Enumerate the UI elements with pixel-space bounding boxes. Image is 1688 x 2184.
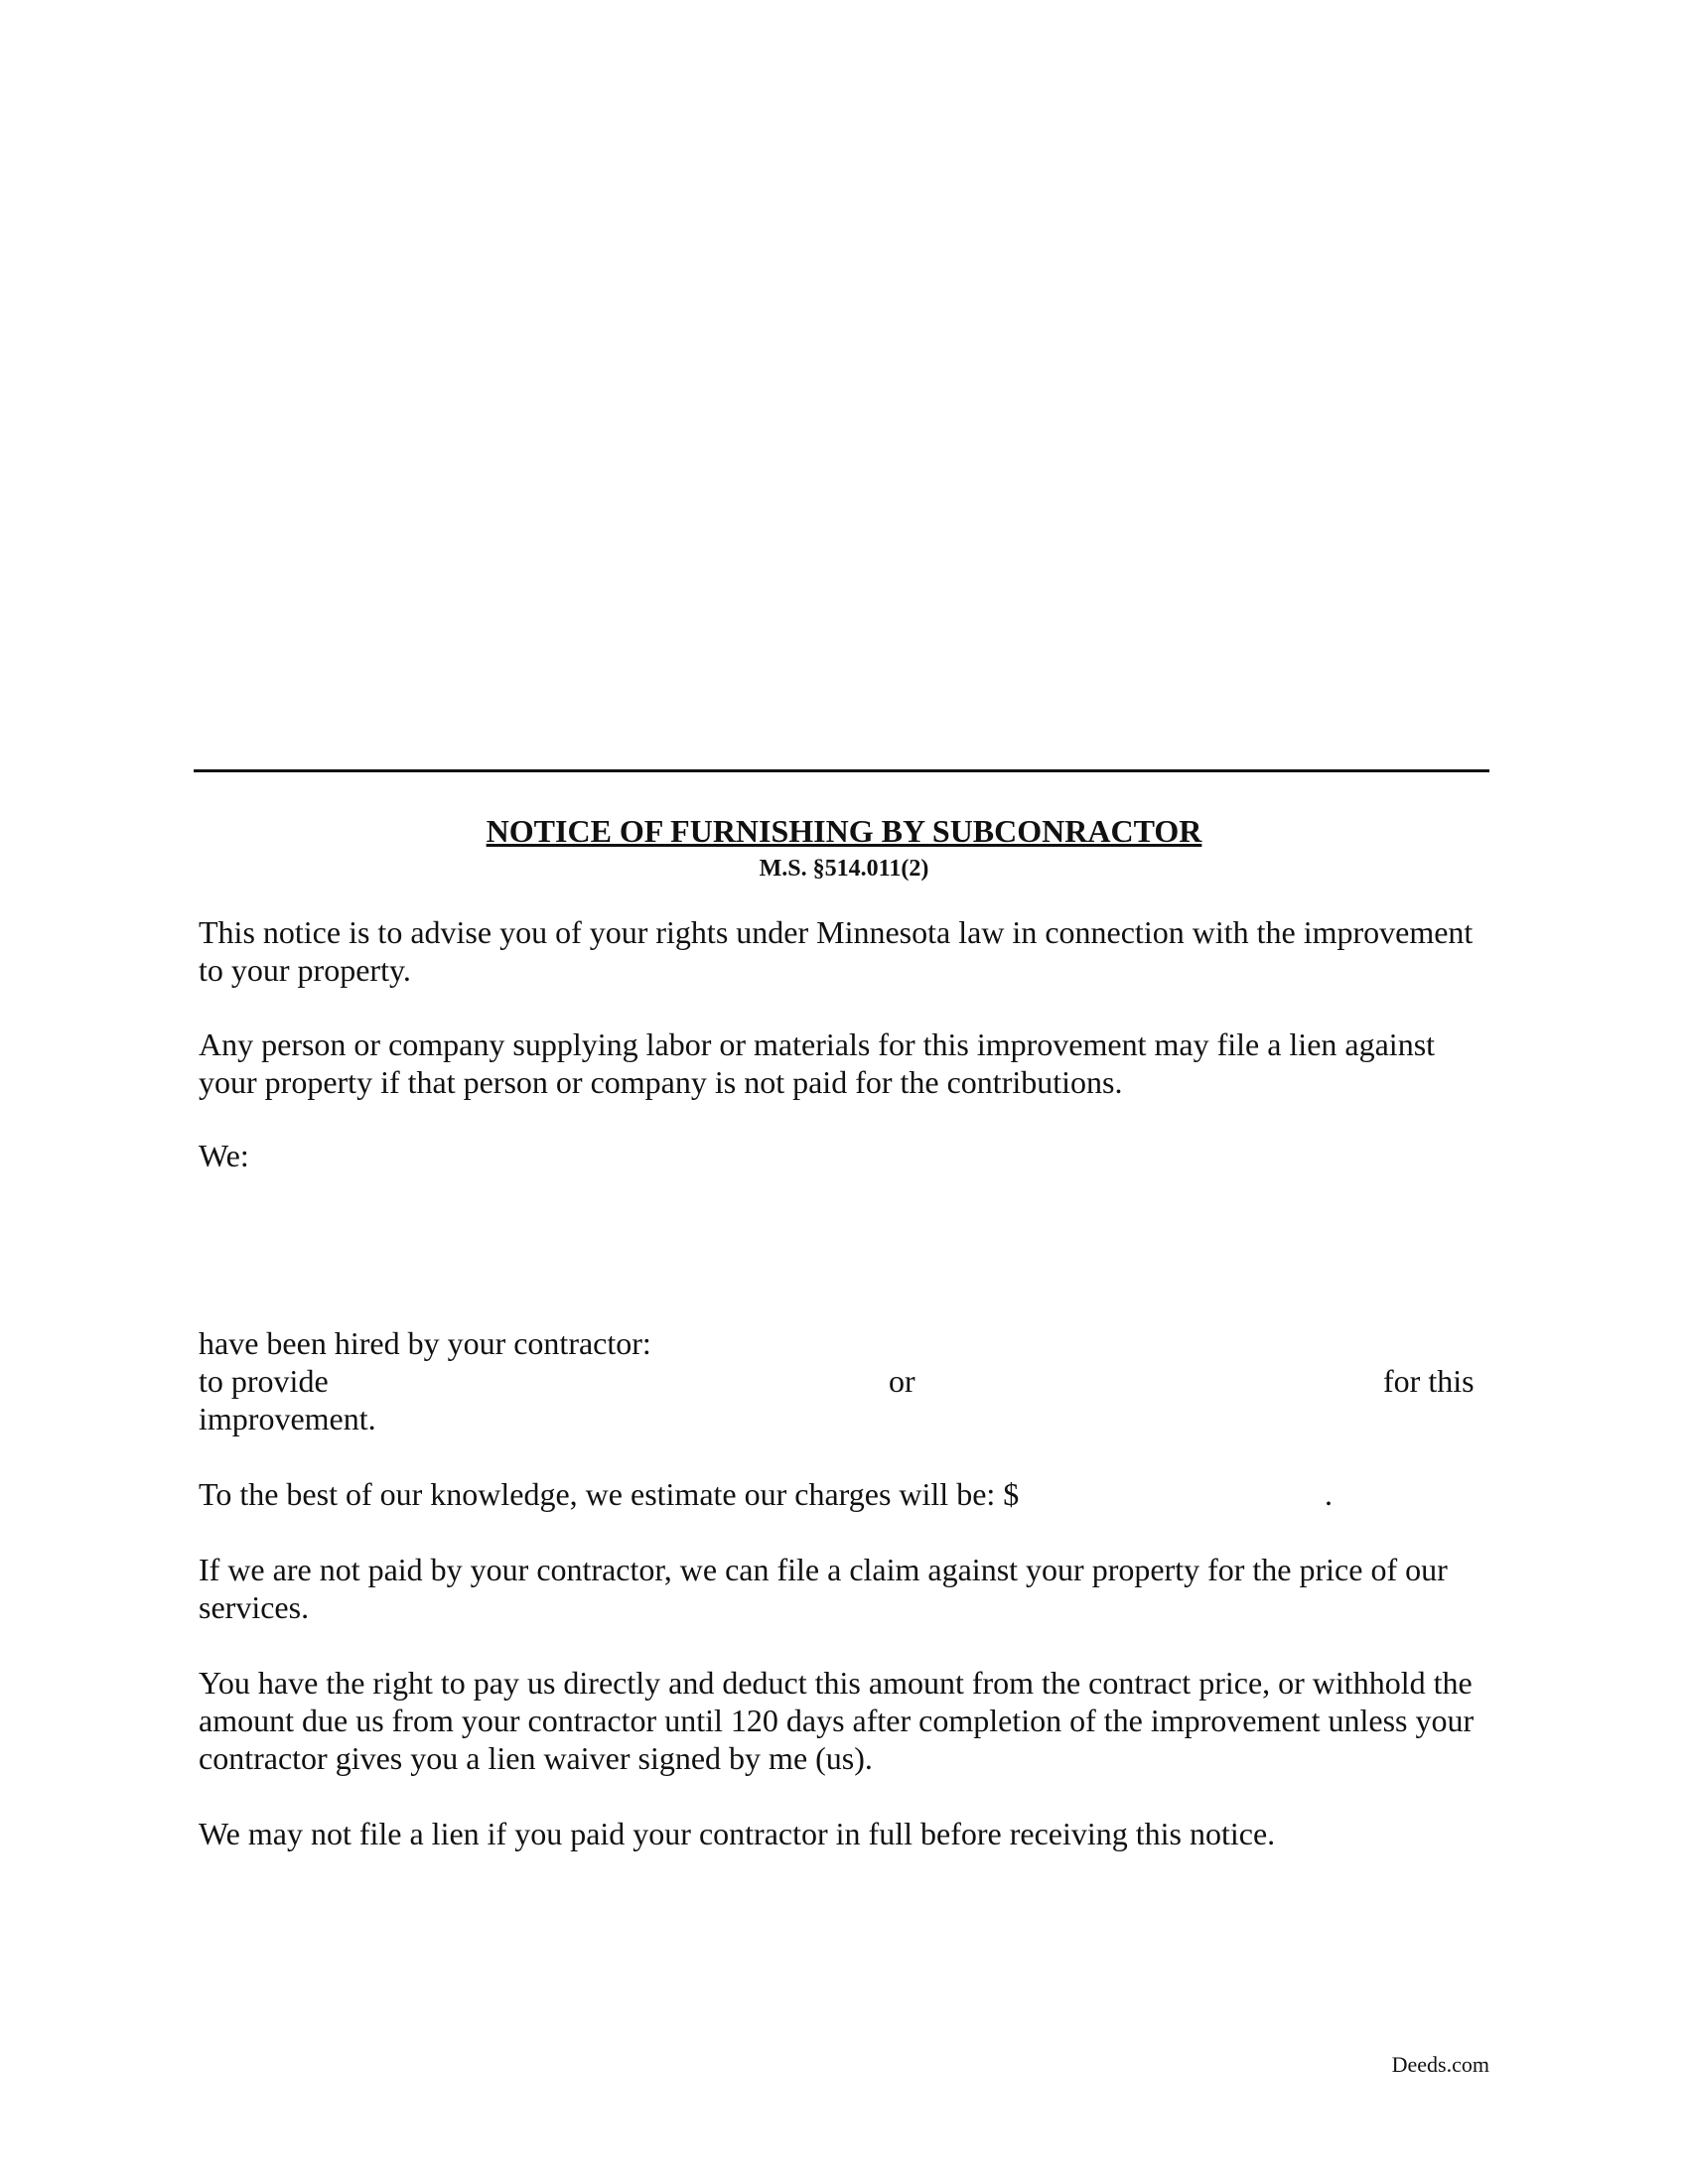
estimate-label: To the best of our knowledge, we estimate our charges will be: $: [199, 1476, 1020, 1512]
provide-label: to provide: [199, 1363, 329, 1399]
statute-reference: M.S. §514.011(2): [759, 856, 929, 882]
for-this-label: for this: [1383, 1363, 1475, 1399]
improvement-label: improvement.: [199, 1401, 376, 1436]
paragraph-lien-warning: Any person or company supplying labor or materials for this improvement may file a lien against your property if that person or company is not paid for the contributions.: [199, 1026, 1436, 1100]
document-title: NOTICE OF FURNISHING BY SUBCONRACTOR: [486, 813, 1202, 849]
we-label: We:: [199, 1138, 249, 1173]
estimate-period: .: [1325, 1476, 1333, 1512]
or-label: or: [889, 1363, 915, 1399]
paragraph-rights: This notice is to advise you of your rights under Minnesota law in connection with the improvement to your property.: [199, 914, 1474, 988]
footer-source: Deeds.com: [1391, 2052, 1489, 2077]
paragraph-no-lien: We may not file a lien if you paid your contractor in full before receiving this notice.: [199, 1816, 1276, 1851]
header-divider: [194, 769, 1489, 772]
hired-by-label: have been hired by your contractor:: [199, 1325, 651, 1361]
paragraph-claim: If we are not paid by your contractor, we can file a claim against your property for the price of our services.: [199, 1552, 1448, 1625]
paragraph-withhold-rights: You have the right to pay us directly and deduct this amount from the contract price, or withhold the amount due us from your contractor until 120 days after completion of the improvement unless your contractor gives you a lien waiver signed by me (us).: [199, 1665, 1475, 1776]
